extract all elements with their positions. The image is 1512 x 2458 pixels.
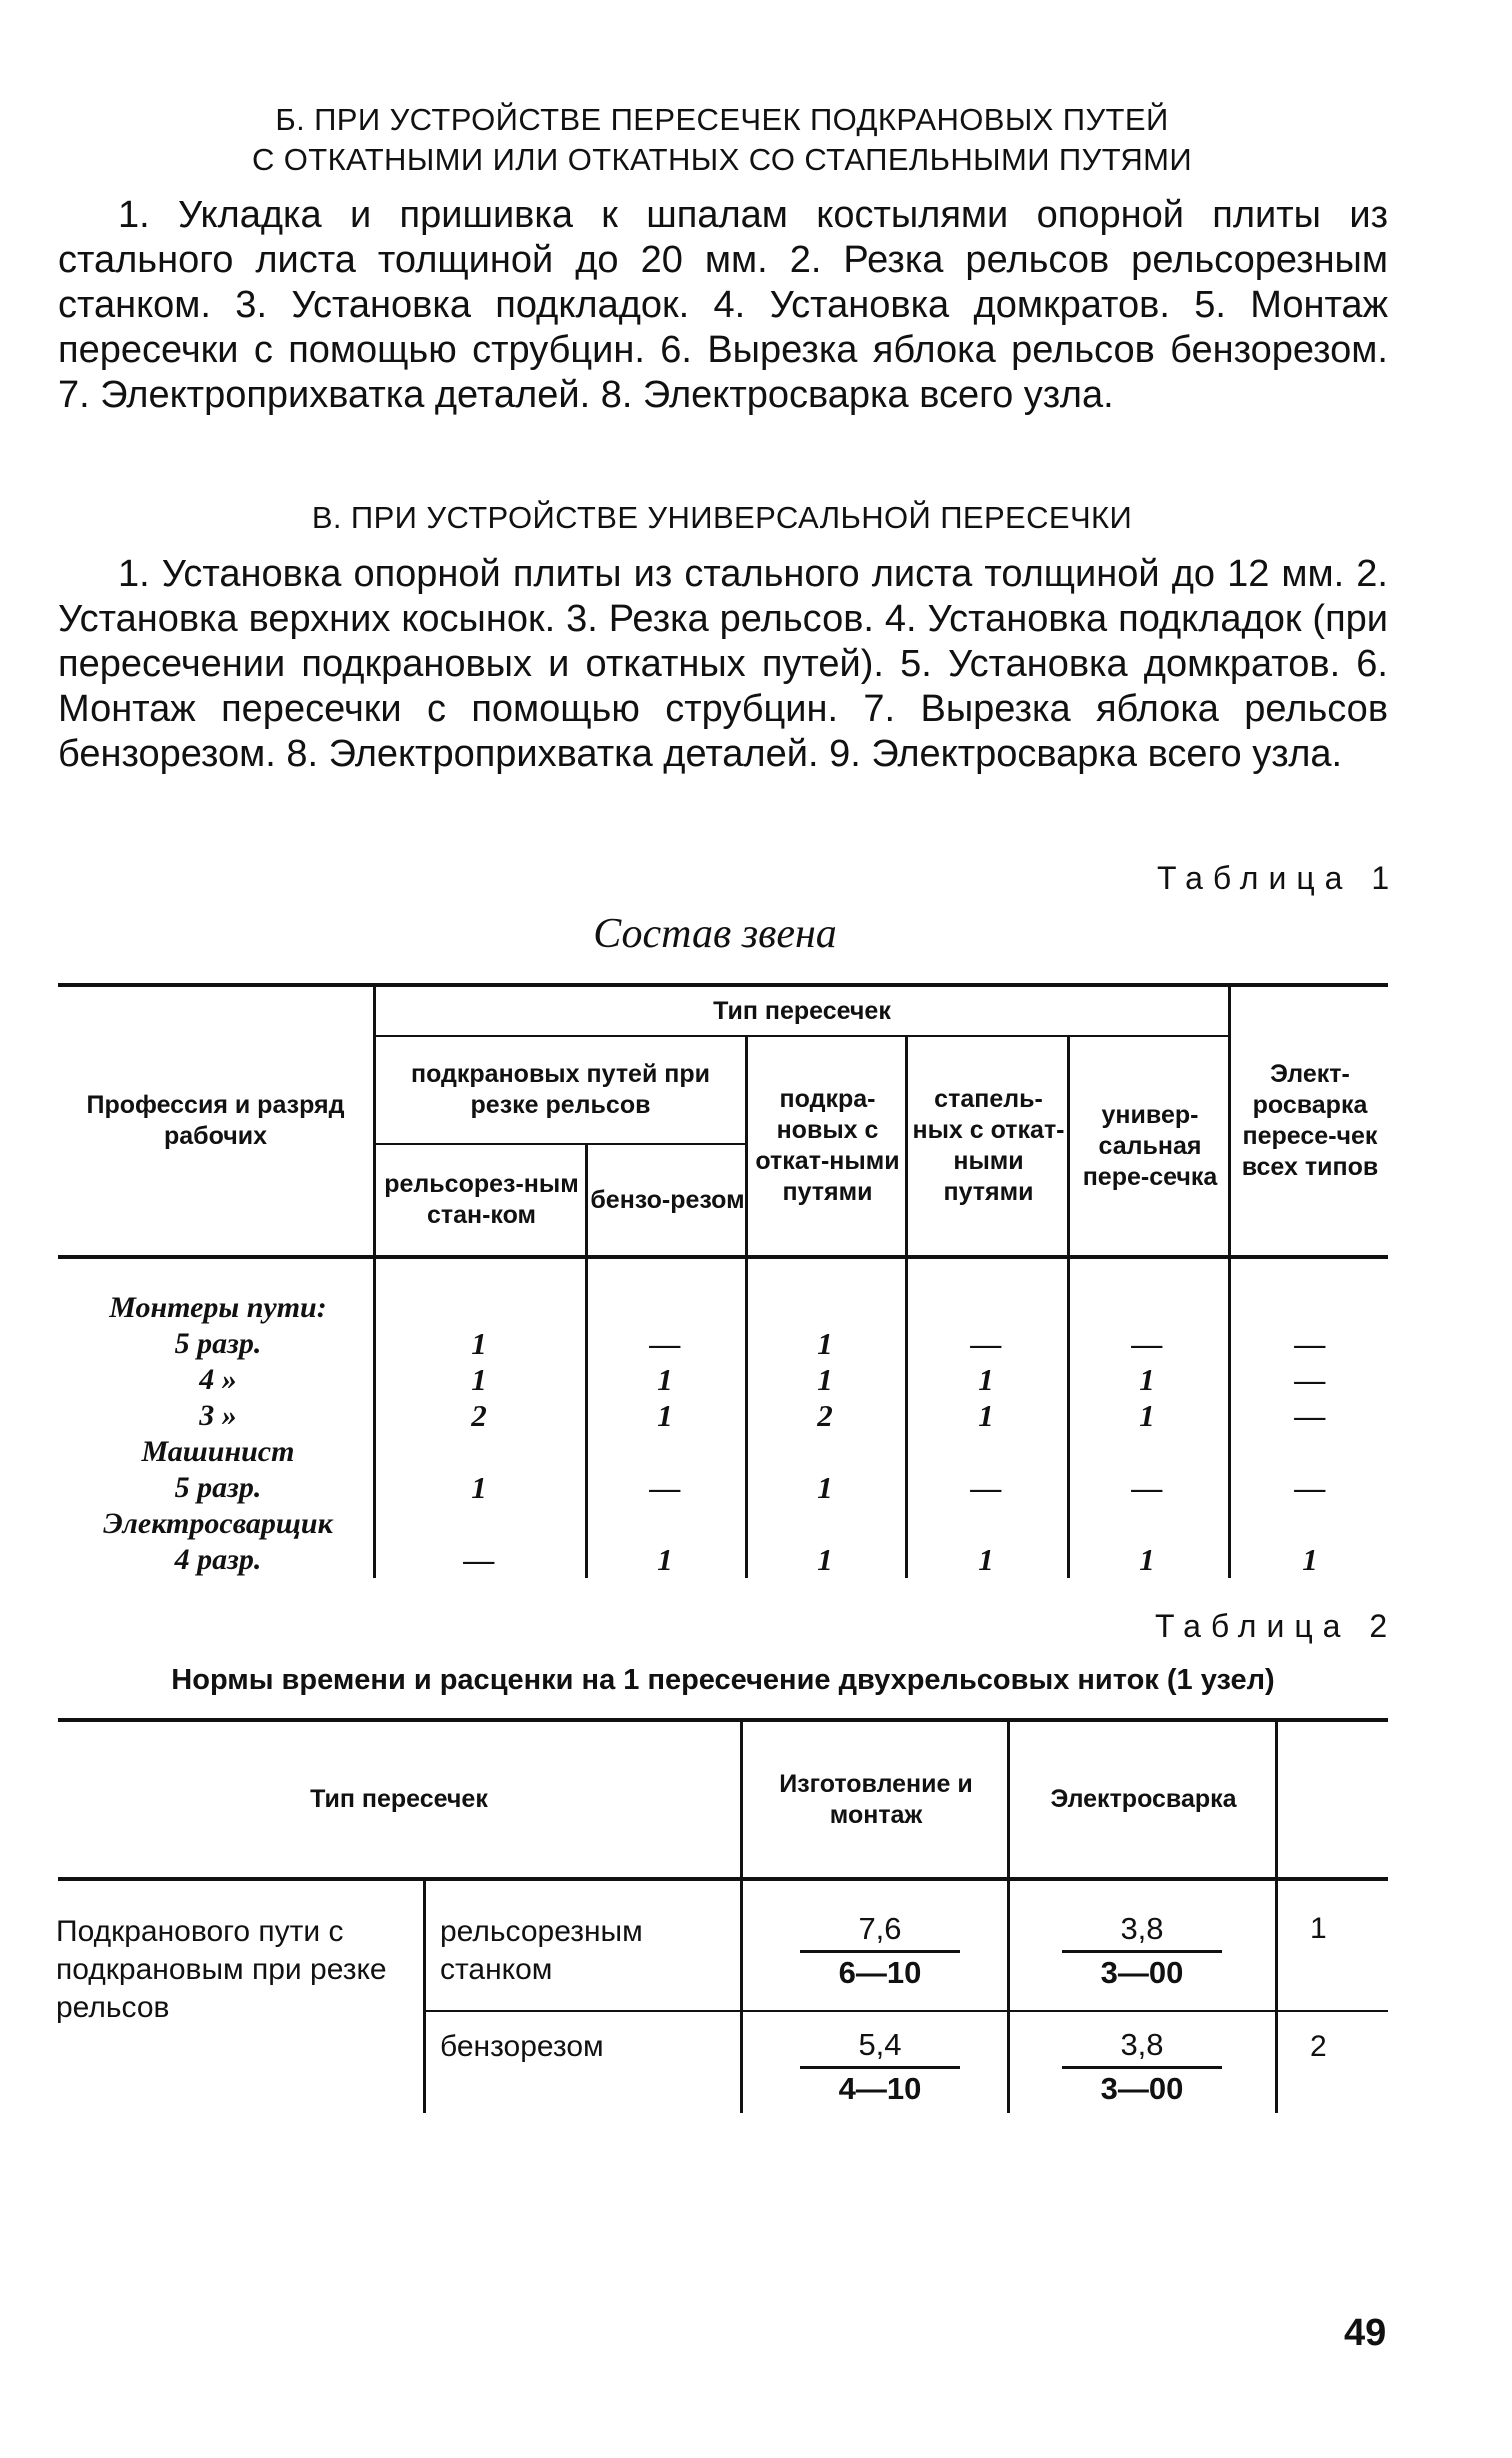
table1-vrule — [1228, 983, 1231, 1578]
row-label: 3 » — [199, 1399, 237, 1432]
cell-slipway-rollback: 1 — [978, 1362, 994, 1397]
row-label: 5 разр. — [174, 1471, 262, 1504]
table1-vrule — [905, 1035, 908, 1578]
cell-universal: 1 — [1139, 1362, 1155, 1397]
header-profession: Профессия и разряд рабочих — [86, 1091, 345, 1150]
section-b-heading-line1: Б. ПРИ УСТРОЙСТВЕ ПЕРЕСЕЧЕК ПОДКРАНОВЫХ ПУТЕЙ — [275, 102, 1169, 137]
header-universal: универ-сальная пере-сечка — [1082, 1100, 1218, 1191]
table2-vrule — [423, 1881, 426, 2113]
header-type-group: Тип пересечек — [713, 996, 891, 1025]
t2-method: бензорезом — [440, 2030, 604, 2063]
t2-mfg-time: 7,6 — [800, 1912, 960, 1953]
cell-crane-rollback: 1 — [817, 1326, 833, 1361]
header-welding: Элект-росварка пересе-чек всех типов — [1241, 1060, 1379, 1181]
cell-slipway-rollback: 1 — [978, 1398, 994, 1433]
cell-slipway-rollback: — — [970, 1326, 1002, 1361]
t2-mfg-time: 5,4 — [800, 2028, 960, 2069]
cell-slipway-rollback: 1 — [978, 1542, 994, 1577]
header-railcutter: рельсорез-ным стан-ком — [384, 1170, 579, 1229]
table2-label: Таблица 2 — [1155, 1608, 1398, 1644]
cell-railcutter: — — [463, 1542, 495, 1577]
t2-header-welding: Электросварка — [1050, 1785, 1237, 1813]
cell-crane-rollback: 1 — [817, 1542, 833, 1577]
t2-manufacture-value — [800, 2028, 960, 2109]
cell-universal: — — [1131, 1326, 1163, 1361]
table1-title: Состав звена — [593, 911, 837, 957]
table1-vrule — [745, 1035, 748, 1578]
t2-weld-rate: 3—00 — [1100, 1955, 1184, 1990]
t2-method: рельсорезным станком — [440, 1915, 643, 1986]
section-b-text: 1. Укладка и пришивка к шпалам костылями опорной плиты из стального листа толщиной до 20 мм. 2. Резка рельсов рельсорезным станком. 3. Установка подкладок. 4. Установка домкратов. 5. Монтаж пересечки с помощью струбцин. 6. Вырезка яблока рельсов бензорезом. 7. Электроприхватка деталей. 8. Электросварка всего узла. — [58, 194, 1388, 416]
cell-railcutter: 1 — [471, 1470, 487, 1505]
cell-welding: — — [1294, 1326, 1326, 1361]
t2-weld-rate: 3—00 — [1100, 2071, 1184, 2106]
cell-gascutter: 1 — [657, 1398, 673, 1433]
t2-welding-value — [1062, 1912, 1222, 1993]
cell-universal: 1 — [1139, 1398, 1155, 1433]
table1-label: Таблица 1 — [1157, 860, 1400, 896]
t2-group-label: Подкранового пути с подкрановым при резке рельсов — [56, 1915, 387, 2024]
page-number: 49 — [1344, 2312, 1387, 2354]
cell-crane-rollback: 1 — [817, 1362, 833, 1397]
row-label: 5 разр. — [174, 1327, 262, 1360]
row-label: 4 разр. — [174, 1543, 262, 1576]
cell-welding: — — [1294, 1362, 1326, 1397]
t2-row-number: 1 — [1310, 1912, 1327, 1945]
table1-vrule — [1067, 1035, 1070, 1578]
header-slipway-rollback: стапель-ных с откат-ными путями — [912, 1085, 1065, 1206]
table2-vrule — [1007, 1718, 1010, 2113]
cell-crane-rollback: 1 — [817, 1470, 833, 1505]
table1-vrule — [585, 1143, 588, 1578]
t2-mfg-rate: 6—10 — [838, 1955, 922, 1990]
t2-weld-time: 3,8 — [1062, 1912, 1222, 1953]
cell-gascutter: 1 — [657, 1542, 673, 1577]
table2-rule — [423, 2010, 1388, 2012]
cell-railcutter: 1 — [471, 1362, 487, 1397]
header-gascutter: бензо-резом — [590, 1185, 745, 1214]
header-crane-rollback: подкра-новых с откат-ными путями — [755, 1085, 900, 1206]
cell-railcutter: 2 — [471, 1398, 487, 1433]
cell-railcutter: 1 — [471, 1326, 487, 1361]
cell-gascutter: — — [649, 1470, 681, 1505]
section-c-text: 1. Установка опорной плиты из стального листа толщиной до 12 мм. 2. Установка верхних косынок. 3. Резка рельсов. 4. Установка подкладок (при пересечении подкрановых и откатных путей). 5. Установка домкратов. 6. Монтаж пересечки с помощью струбцин. 7. Вырезка яблока рельсов бензорезом. 8. Электроприхватка деталей. 9. Электросварка всего узла. — [58, 553, 1388, 775]
t2-weld-time: 3,8 — [1062, 2028, 1222, 2069]
cell-gascutter: — — [649, 1326, 681, 1361]
row-label: 4 » — [199, 1363, 237, 1396]
t2-manufacture-value — [800, 1912, 960, 1993]
cell-welding: — — [1294, 1398, 1326, 1433]
cell-universal: 1 — [1139, 1542, 1155, 1577]
row-label: Электросварщик — [103, 1507, 333, 1540]
table2-title: Нормы времени и расценки на 1 пересечение двухрельсовых ниток (1 узел) — [171, 1664, 1275, 1696]
cell-slipway-rollback: — — [970, 1470, 1002, 1505]
cell-gascutter: 1 — [657, 1362, 673, 1397]
table2-vrule — [1275, 1718, 1278, 2113]
row-label: Монтеры пути: — [109, 1291, 327, 1324]
table2-header-rule — [58, 1877, 1388, 1881]
t2-row-number: 2 — [1310, 2030, 1327, 2063]
header-crane-group: подкрановых путей при резке рельсов — [410, 1060, 711, 1119]
table1-header-rule — [58, 1255, 1388, 1259]
t2-welding-value — [1062, 2028, 1222, 2109]
table2-vrule — [740, 1718, 743, 2113]
t2-header-type: Тип пересечек — [310, 1785, 488, 1813]
cell-universal: — — [1131, 1470, 1163, 1505]
row-label: Машинист — [141, 1435, 295, 1468]
cell-welding: — — [1294, 1470, 1326, 1505]
cell-welding: 1 — [1302, 1542, 1318, 1577]
t2-header-manufacture: Изготовление и монтаж — [779, 1769, 973, 1829]
t2-mfg-rate: 4—10 — [838, 2071, 922, 2106]
section-b-heading-line2: С ОТКАТНЫМИ ИЛИ ОТКАТНЫХ СО СТАПЕЛЬНЫМИ ПУТЯМИ — [251, 142, 1193, 177]
section-c-heading: В. ПРИ УСТРОЙСТВЕ УНИВЕРСАЛЬНОЙ ПЕРЕСЕЧКИ — [311, 500, 1133, 535]
cell-crane-rollback: 2 — [817, 1398, 833, 1433]
